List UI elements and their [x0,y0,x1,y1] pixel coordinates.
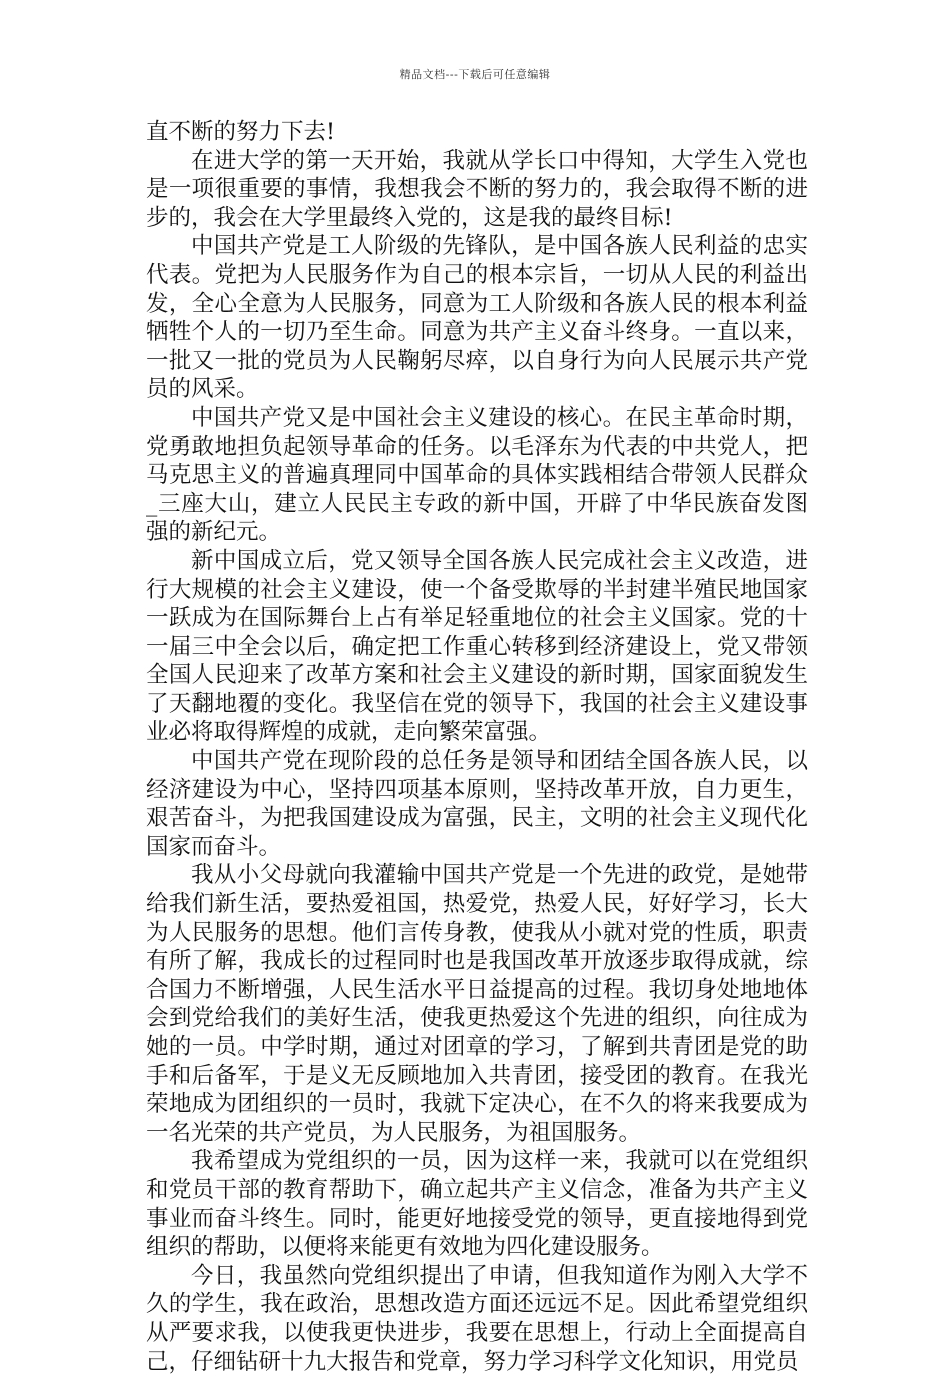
document-body [146,118,808,1376]
paragraph: 我希望成为党组织的一员，因为这样一来，我就可以在党组织和党员干部的教育帮助下，确立起共产主义信念，准备为共产主义事业而奋斗终生。同时，能更好地接受党的领导，更直接地得到党组织的帮助，以便将来能更有效地为四化建设服务。 [146,1148,808,1261]
paragraph: 中国共产党又是中国社会主义建设的核心。在民主革命时期，党勇敢地担负起领导革命的任务。以毛泽东为代表的中共党人，把马克思主义的普遍真理同中国革命的具体实践相结合带领人民群众_三座大山，建立人民民主专政的新中国，开辟了中华民族奋发图强的新纪元。 [146,404,808,546]
paragraph-continuation: 直不断的努力下去! [146,119,336,145]
paragraph: 在进大学的第一天开始，我就从学长口中得知，大学生入党也是一项很重要的事情，我想我会不断的努力的，我会取得不断的进步的，我会在大学里最终入党的，这是我的最终目标! [146,147,808,231]
paragraph: 中国共产党在现阶段的总任务是领导和团结全国各族人民，以经济建设为中心，坚持四项基本原则，坚持改革开放，自力更生，艰苦奋斗，为把我国建设成为富强，民主，文明的社会主义现代化国家而奋斗。 [146,748,808,860]
paragraph: 新中国成立后，党又领导全国各族人民完成社会主义改造，进行大规模的社会主义建设，使一个备受欺辱的半封建半殖民地国家一跃成为在国际舞台上占有举足轻重地位的社会主义国家。党的十一届三中全会以后，确定把工作重心转移到经济建设上，党又带领全国人民迎来了改革方案和社会主义建设的新时期，国家面貌发生了天翻地覆的变化。我坚信在党的领导下，我国的社会主义建设事业必将取得辉煌的成就，走向繁荣富强。 [146,547,808,746]
paragraph: 我从小父母就向我灌输中国共产党是一个先进的政党，是她带给我们新生活，要热爱祖国，热爱党，热爱人民，好好学习，长大为人民服务的思想。他们言传身教，使我从小就对党的性质，职责有所了解，我成长的过程同时也是我国改革开放逐步取得成就，综合国力不断增强，人民生活水平日益提高的过程。我切身处地地体会到党给我们的美好生活，使我更热爱这个先进的组织，向往成为她的一员。中学时期，通过对团章的学习，了解到共青团是党的助手和后备军，于是义无反顾地加入共青团，接受团的教育。在我光荣地成为团组织的一员时，我就下定决心，在不久的将来我要成为一名光荣的共产党员，为人民服务，为祖国服务。 [146,862,808,1146]
paragraph: 今日，我虽然向党组织提出了申请，但我知道作为刚入大学不久的学生，我在政治，思想改造方面还远远不足。因此希望党组织从严要求我，以使我更快进步，我要在思想上，行动上全面提高自己，仔细钻研十九大报告和党章，努力学习科学文化知识，用党员 [146,1262,808,1375]
paragraph: 中国共产党是工人阶级的先锋队，是中国各族人民利益的忠实代表。党把为人民服务作为自己的根本宗旨，一切从人民的利益出发，全心全意为人民服务，同意为工人阶级和各族人民的根本利益牺牲个人的一切乃至生命。同意为共产主义奋斗终身。一直以来，一批又一批的党员为人民鞠躬尽瘁，以自身行为向人民展示共产党员的风采。 [146,233,808,403]
page-header: 精品文档---下载后可任意编辑 [399,68,551,81]
